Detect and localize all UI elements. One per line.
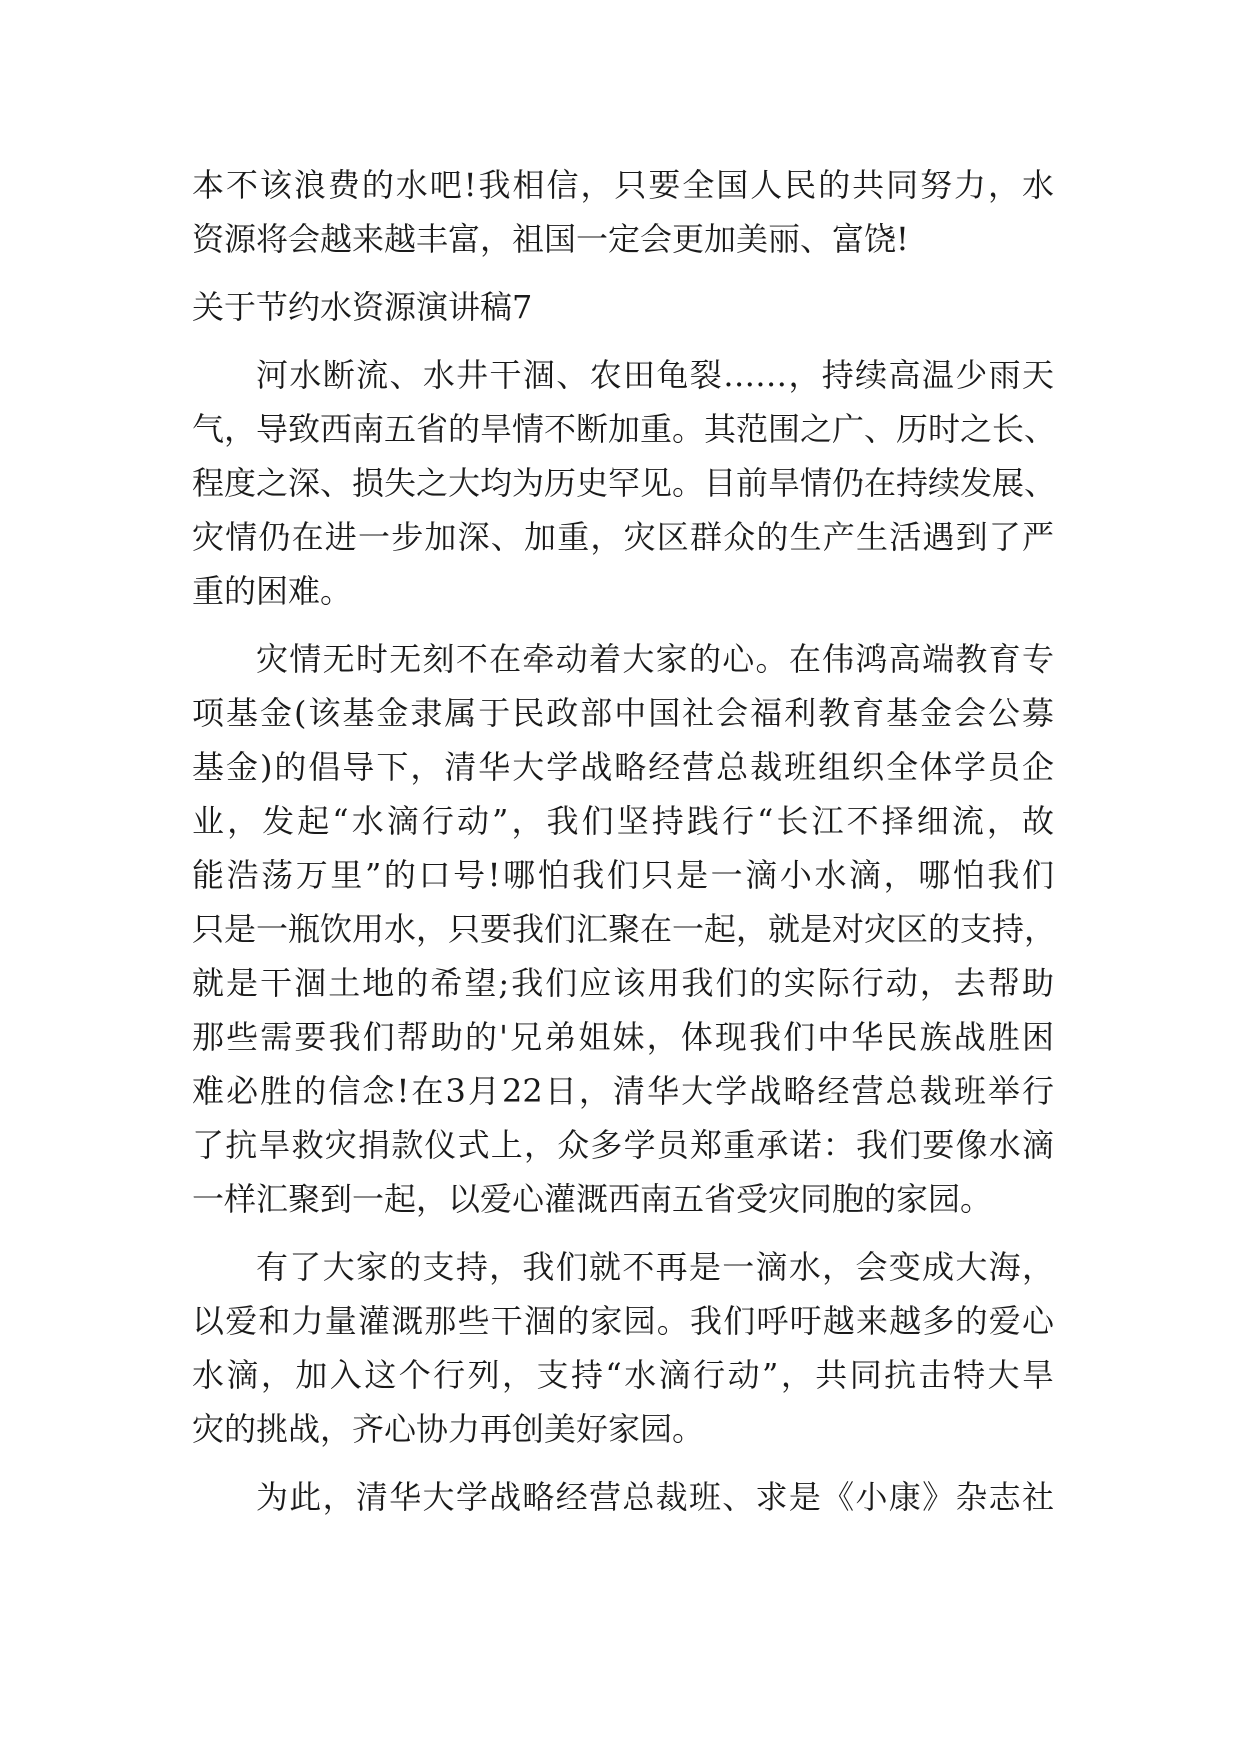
intro-paragraph xyxy=(192,158,1054,266)
text-line: 项基金(该基金隶属于民政部中国社会福利教育基金会公募 xyxy=(192,694,1054,732)
text-line: 就是干涸土地的希望;我们应该用我们的实际行动，去帮助 xyxy=(192,964,1054,1002)
text-line: 灾情无时无刻不在牵动着大家的心。在伟鸿高端教育专 xyxy=(256,640,1054,678)
document-page xyxy=(192,158,1057,1538)
text-line: 有了大家的支持，我们就不再是一滴水，会变成大海， xyxy=(256,1248,1054,1286)
text-line: 基金)的倡导下，清华大学战略经营总裁班组织全体学员企 xyxy=(192,748,1054,786)
text-line: 资源将会越来越丰富，祖国一定会更加美丽、富饶! xyxy=(192,220,909,258)
body-paragraph-3 xyxy=(192,1240,1054,1456)
text-line: 那些需要我们帮助的'兄弟姐妹，体现我们中华民族战胜困 xyxy=(192,1018,1054,1056)
text-line: 一样汇聚到一起，以爱心灌溉西南五省受灾同胞的家园。 xyxy=(192,1180,993,1218)
text-line: 灾情仍在进一步加深、加重，灾区群众的生产生活遇到了严 xyxy=(192,518,1054,556)
section-heading xyxy=(192,280,1054,334)
text-line: 只是一瓶饮用水，只要我们汇聚在一起，就是对灾区的支持， xyxy=(192,910,1057,948)
body-paragraph-1 xyxy=(192,348,1057,618)
text-line: 了抗旱救灾捐款仪式上，众多学员郑重承诺：我们要像水滴 xyxy=(192,1126,1054,1164)
text-line: 业，发起“水滴行动”，我们坚持践行“长江不择细流，故 xyxy=(192,802,1054,840)
body-paragraph-2 xyxy=(192,632,1057,1226)
text-line: 程度之深、损失之大均为历史罕见。目前旱情仍在持续发展、 xyxy=(192,464,1057,502)
text-line: 能浩荡万里”的口号!哪怕我们只是一滴小水滴，哪怕我们 xyxy=(192,856,1054,894)
text-line: 本不该浪费的水吧!我相信，只要全国人民的共同努力，水 xyxy=(192,166,1054,204)
text-line: 灾的挑战，齐心协力再创美好家园。 xyxy=(192,1410,705,1448)
text-line: 水滴，加入这个行列，支持“水滴行动”，共同抗击特大旱 xyxy=(192,1356,1054,1394)
text-line: 重的困难。 xyxy=(192,572,353,610)
text-line: 以爱和力量灌溉那些干涸的家园。我们呼吁越来越多的爱心 xyxy=(192,1302,1054,1340)
text-line: 河水断流、水井干涸、农田龟裂……，持续高温少雨天 xyxy=(256,356,1054,394)
heading-text: 关于节约水资源演讲稿7 xyxy=(192,288,533,326)
text-line: 为此，清华大学战略经营总裁班、求是《小康》杂志社 xyxy=(256,1478,1054,1516)
text-line: 难必胜的信念!在3月22日，清华大学战略经营总裁班举行 xyxy=(192,1072,1054,1110)
body-paragraph-4 xyxy=(192,1470,1054,1524)
text-line: 气，导致西南五省的旱情不断加重。其范围之广、历时之长、 xyxy=(192,410,1057,448)
